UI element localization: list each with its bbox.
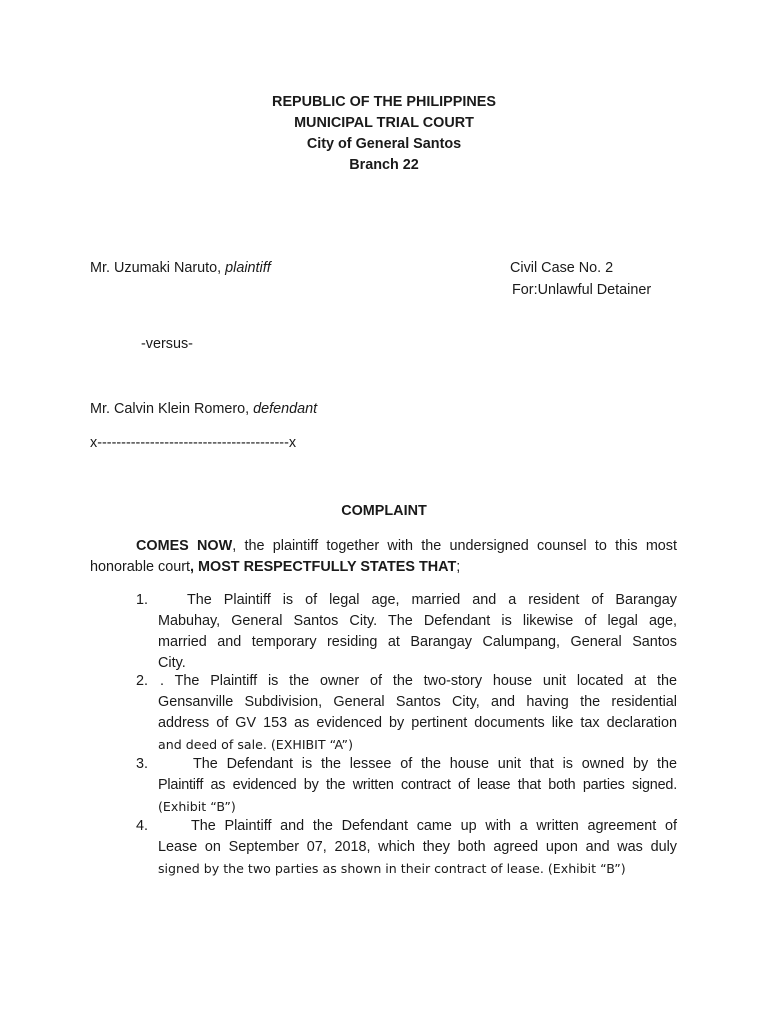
item-2-line-2: Gensanville Subdivision, General Santos City, and having the residential — [158, 694, 677, 710]
intro-end: ; — [456, 559, 461, 575]
court-header — [0, 92, 768, 176]
item-1-line-1: The Plaintiff is of legal age, married and a resident of Barangay — [187, 592, 677, 608]
defendant-name: Mr. Calvin Klein Romero, — [90, 401, 254, 417]
item-2-line-4: and deed of sale. (EXHIBIT “A”) — [158, 737, 353, 752]
item-2-line-3: address of GV 153 as evidenced by pertinent documents like tax declaration — [158, 715, 677, 731]
item-1-line-3: married and temporary residing at Barangay Calumpang, General Santos — [158, 634, 677, 650]
plaintiff-role: plaintiff — [225, 260, 271, 276]
item-1-line-4: City. — [158, 655, 186, 671]
versus-label: -versus- — [141, 336, 193, 352]
intro-line-1 — [136, 536, 677, 557]
item-4-number: 4. — [136, 818, 149, 834]
respectfully-states: , MOST RESPECTFULLY STATES THAT — [190, 559, 457, 575]
item-3-line-3: (Exhibit “B”) — [158, 799, 236, 814]
item-1-number: 1. — [136, 592, 149, 608]
item-2-line-1: . The Plaintiff is the owner of the two-story house unit located at the — [160, 673, 677, 689]
header-republic: REPUBLIC OF THE PHILIPPINES — [272, 94, 496, 110]
item-4-line-2: Lease on September 07, 2018, which they both agreed upon and was duly — [158, 839, 677, 855]
header-branch: Branch 22 — [349, 157, 419, 173]
item-4-line-3: signed by the two parties as shown in their contract of lease. (Exhibit “B”) — [158, 861, 626, 876]
intro-text-2: honorable court — [90, 559, 191, 575]
caption-separator: x----------------------------------------x — [90, 435, 297, 451]
document-title: COMPLAINT — [341, 503, 427, 519]
plaintiff-name: Mr. Uzumaki Naruto, — [90, 260, 226, 276]
defendant-role: defendant — [253, 401, 318, 417]
intro-text-1: , the plaintiff together with the undersigned counsel to this most — [232, 538, 678, 554]
item-4-line-1: The Plaintiff and the Defendant came up with a written agreement of — [191, 818, 677, 834]
comes-now: COMES NOW — [136, 538, 233, 554]
case-number: Civil Case No. 2 — [510, 260, 614, 276]
item-3-line-1: The Defendant is the lessee of the house unit that is owned by the — [193, 756, 677, 772]
defendant-line — [90, 401, 317, 417]
case-nature: For:Unlawful Detainer — [512, 282, 652, 298]
plaintiff-line — [90, 260, 271, 276]
header-city: City of General Santos — [306, 136, 462, 152]
item-2-number: 2. — [136, 673, 149, 689]
item-1-line-2: Mabuhay, General Santos City. The Defendant is likewise of legal age, — [158, 613, 677, 629]
intro-line-2 — [90, 557, 460, 578]
header-court: MUNICIPAL TRIAL COURT — [294, 115, 474, 131]
item-3-number: 3. — [136, 756, 149, 772]
item-3-line-2: Plaintiff as evidenced by the written contract of lease that both parties signed. — [158, 777, 677, 793]
